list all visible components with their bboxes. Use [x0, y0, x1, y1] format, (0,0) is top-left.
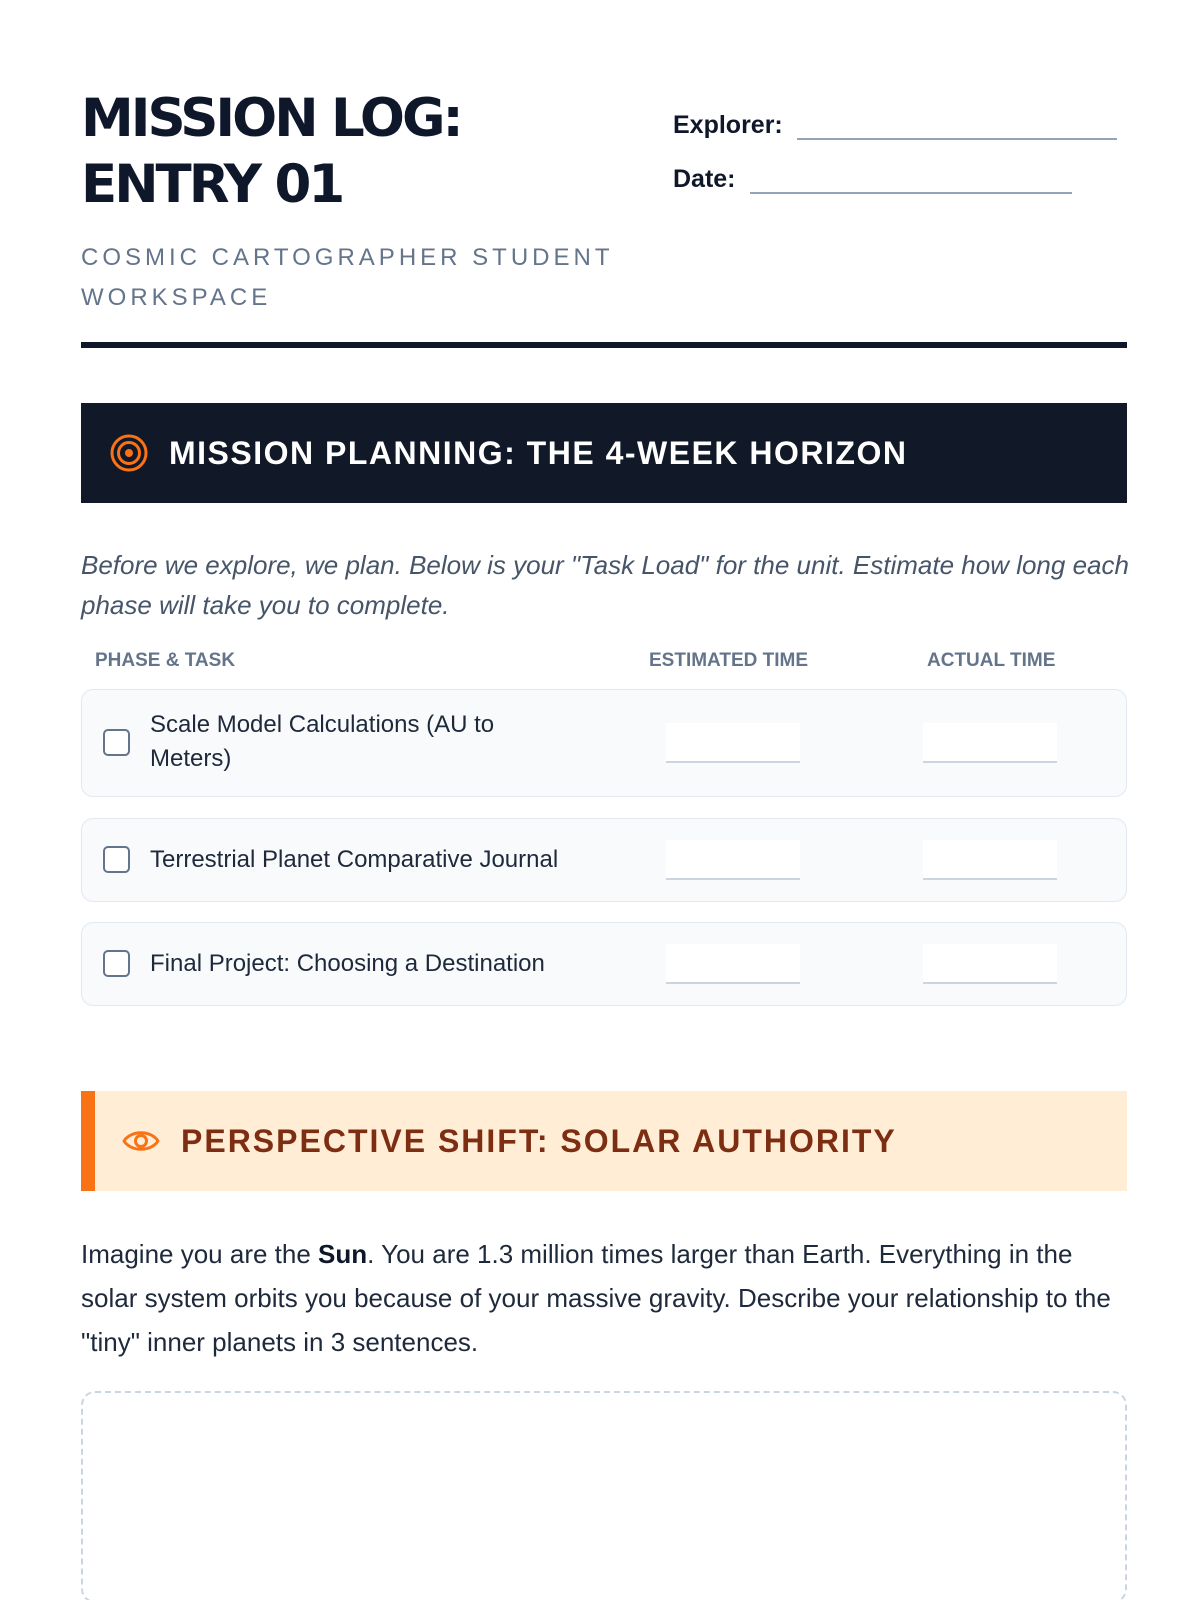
- date-row: [673, 140, 1133, 194]
- column-header-actual: ACTUAL TIME: [927, 650, 1056, 671]
- task-label: Final Project: Choosing a Destination: [150, 950, 545, 977]
- page-title-line-1: MISSION LOG:: [81, 88, 461, 149]
- estimated-time-input[interactable]: [666, 944, 800, 984]
- date-label: Date:: [673, 165, 736, 193]
- prompt-text-start: Imagine you are the: [81, 1239, 319, 1269]
- eye-icon: [121, 1121, 161, 1161]
- header-divider: [81, 342, 1127, 348]
- actual-time-input[interactable]: [923, 723, 1057, 763]
- task-row: [81, 818, 1127, 902]
- explorer-label: Explorer:: [673, 111, 783, 139]
- task-row: [81, 922, 1127, 1006]
- task-label: Scale Model Calculations (AU to Meters): [150, 711, 495, 772]
- date-field[interactable]: [750, 174, 1072, 194]
- perspective-answer-box[interactable]: [81, 1391, 1127, 1600]
- task-checkbox[interactable]: [103, 846, 130, 873]
- explorer-row: [673, 86, 1133, 140]
- task-row: [81, 689, 1127, 797]
- mission-planning-banner: [81, 403, 1127, 503]
- prompt-text-end: . You are 1.3 million times larger than Earth. Everything in the solar system orbits you because of your massive gravity. Describe your relationship to the "tiny" inner planets in 3 sentences.: [81, 1239, 1111, 1357]
- prompt-emphasis: Sun: [318, 1239, 368, 1269]
- task-table-header: [81, 650, 1127, 678]
- estimated-time-input[interactable]: [666, 840, 800, 880]
- perspective-shift-banner: [81, 1091, 1127, 1191]
- mission-planning-title: MISSION PLANNING: THE 4-WEEK HORIZON: [169, 434, 908, 471]
- perspective-shift-title: PERSPECTIVE SHIFT: SOLAR AUTHORITY: [181, 1122, 897, 1159]
- column-header-task: PHASE & TASK: [95, 650, 236, 671]
- actual-time-input[interactable]: [923, 944, 1057, 984]
- target-icon: [109, 433, 149, 473]
- task-label: Terrestrial Planet Comparative Journal: [150, 846, 559, 873]
- perspective-prompt: [81, 1232, 1131, 1364]
- page-title-line-2: ENTRY 01: [81, 154, 343, 215]
- actual-time-input[interactable]: [923, 840, 1057, 880]
- column-header-estimated: ESTIMATED TIME: [649, 650, 809, 671]
- explorer-field[interactable]: [797, 120, 1117, 140]
- planning-intro: Before we explore, we plan. Below is your "Task Load" for the unit. Estimate how long each phase will take you to complete.: [81, 550, 1129, 620]
- student-info: [673, 86, 1133, 194]
- task-checkbox[interactable]: [103, 729, 130, 756]
- page-title: [81, 86, 641, 218]
- estimated-time-input[interactable]: [666, 723, 800, 763]
- task-checkbox[interactable]: [103, 950, 130, 977]
- page-subtitle: COSMIC CARTOGRAPHER STUDENT WORKSPACE: [81, 244, 614, 311]
